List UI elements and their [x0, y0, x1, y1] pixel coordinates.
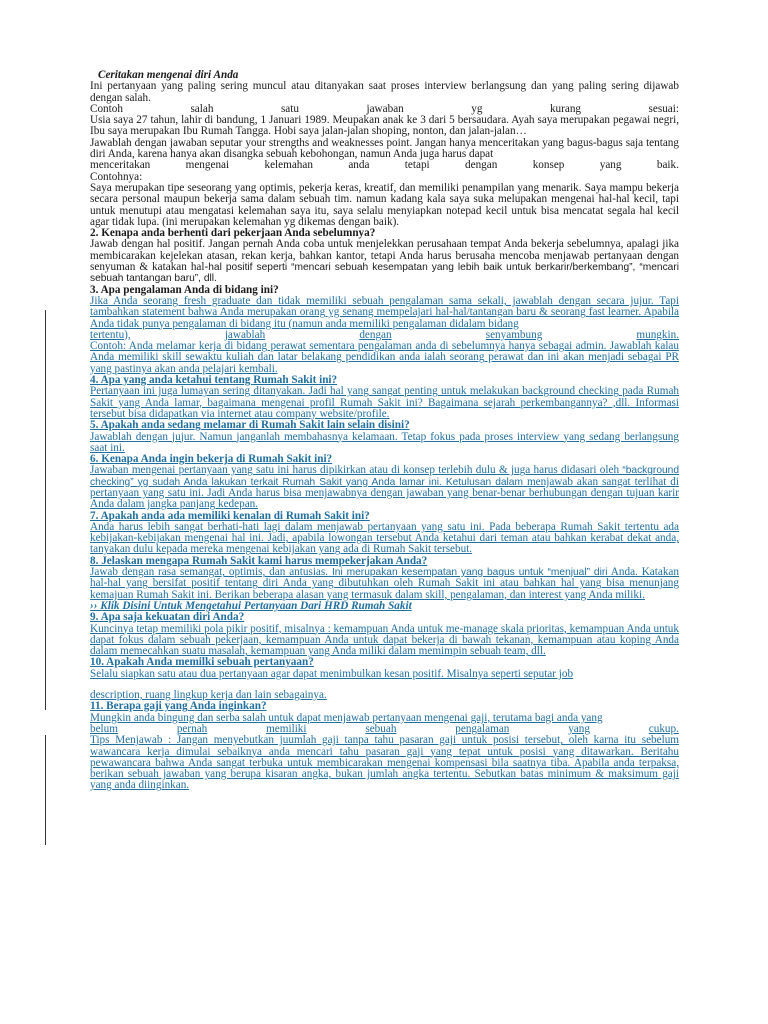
section-3-heading: 3. Apa pengalaman Anda di bidang ini? [90, 283, 279, 296]
justified-word: salah [190, 102, 214, 115]
justified-word: baik. [656, 159, 679, 172]
justified-word: sebuah [365, 722, 397, 735]
justified-word: jawablah [224, 328, 266, 341]
section-4-body[interactable]: Pertanyaan ini juga lumayan sering ditanyakan. Jadi hal yang sangat penting untuk melakukan background checking pada Rumah Sakit yang Anda lamar, bagaimana mengenai profil Rumah Sakit ini? Bagaimana sejarah perkembangannya? ,dll. Informasi tersebut bisa didapatkan via internet atau company website/profile. [90, 385, 679, 420]
section-1-intro: Ini pertanyaan yang paling sering muncul atau ditanyakan saat proses interview berlangsung dan yang paling sering dijawab dengan salah. [90, 80, 679, 104]
justified-word: mungkin. [636, 328, 679, 341]
justified-word: yg [471, 102, 483, 115]
justified-word: kelemahan [264, 159, 313, 172]
section-6-body-b: menjawab akan sangat terlihat di pertanyaan yang satu ini. Jadi Anda harus bisa menjawabnya dengan jawaban yang benar-benar berhubungan dengan tujuan karir Anda dalam jangka panjang kedepan. [90, 475, 679, 511]
section-2-body-text: Jawab dengan hal positif. Jangan pernah Anda coba untuk menjelekkan perusahaan tempat Anda bekerja sebelumnya, apalagi jika membicarakan kejelekan atasan, rekan kerja, bahkan kantor, tetapi Anda harus berusaha mencoba menjawab pertanyaan dengan senyuman & katakan hal- [90, 238, 679, 274]
section-8-body[interactable] [90, 567, 679, 601]
section-9-heading[interactable]: 9. Apa saja kekuatan diri Anda? [90, 611, 245, 624]
hrd-questions-link[interactable]: ›› Klik Disini Untuk Mengetahui Pertanyaan Dari HRD Rumah Sakit [90, 599, 412, 612]
justified-word: belum [90, 722, 118, 735]
section-2-body [90, 239, 679, 284]
justified-word: kurang [549, 102, 582, 115]
justified-word: senyambung [485, 328, 543, 341]
justified-word: menceritakan [90, 159, 151, 172]
section-3-example[interactable]: Contoh: Anda melamar kerja di bidang perawat sementara pengalaman anda di sebelumnya hanya sebagai admin. Jawablah kalau Anda memiliki skill sewaktu kuliah dan latar belakang pendidikan anda ialah seorang perawat dan ini akan menjadi sebagai PR yang pastinya akan anda pelajari kembali. [90, 340, 679, 375]
justified-word: mengenai [185, 159, 230, 172]
document-page [90, 70, 679, 792]
section-1-title: Ceritakan mengenai diri Anda [98, 69, 239, 81]
section-5-heading[interactable]: 5. Apakah anda sedang melamar di Rumah Sakit lain selain disini? [90, 419, 410, 432]
section-1-wrong-answer: Usia saya 27 tahun, lahir di bandung, 1 Januari 1989. Meupakan anak ke 3 dari 5 bersaudara. Ayah saya merupakan pegawai negri, Ibu saya merupakan Ibu Rumah Tangga. Hobi saya jalan-jalan shoping, nonton, dan jalan-jalan… [90, 114, 679, 138]
section-8-heading[interactable]: 8. Jelaskan mengapa Rumah Sakit kami harus mempekerjakan Anda? [90, 554, 428, 567]
justified-word: jawaban [366, 102, 404, 115]
section-6-body[interactable] [90, 465, 679, 510]
section-1-advice: Jawablah dengan jawaban seputar your strengths and weaknesses point. Jangan hanya menceritakan yang bagus-bagus saja tentang diri Anda, karena hanya akan disangka sebuah kebohongan, namun Anda juga harus dapat [90, 136, 679, 161]
justified-word: konsep [532, 159, 565, 172]
section-6-heading[interactable]: 6. Kenapa Anda ingin bekerja di Rumah Sakit ini? [90, 453, 333, 466]
section-10-body-b[interactable]: description, ruang lingkup kerja dan lain sebagainya. [90, 689, 327, 702]
justified-word: tertentu), [90, 328, 131, 341]
left-margin-rule-bottom [45, 735, 46, 845]
justified-word: satu [280, 102, 299, 115]
justified-word: Contoh [90, 102, 123, 115]
justified-word: anda [348, 159, 370, 172]
justified-word: cukup. [648, 722, 679, 735]
section-4-heading[interactable]: 4. Apa yang anda ketahui tentang Rumah Sakit ini? [90, 374, 338, 387]
justified-word: dengan [465, 159, 498, 172]
section-2-heading: 2. Kenapa anda berhenti dari pekerjaan Anda sebelumnya? [90, 227, 376, 240]
justified-word: pengalaman [455, 722, 510, 735]
section-8-body-b: Anda. Katakan hal-hal yang bersifat positif tentang diri Anda yang dibutuhkan oleh Rumah Sakit ini atau bahkan hal yang bisa menunjang kemajuan Rumah Sakit ini. Berikan beberapa alasan yang termasuk dalam skill, pengalaman, dan interest yang Anda miliki. [90, 566, 679, 601]
section-3-body[interactable]: Jika Anda seorang fresh graduate dan tidak memiliki sebuah pengalaman sama sekali, jawablah dengan secara jujur. Tapi tambahkan statement bahwa Anda merupakan orang yg senang mempelajari hal-hal/tantangan baru & seorang fast learner. Apabila Anda tidak punya pengalaman di bidang itu (namun anda memiliki pengalaman didalam bidang [90, 294, 679, 330]
section-5-body[interactable]: Jawablah dengan jujur. Namun janganlah membahasnya kelamaan. Tetap fokus pada proses interview yang sedang berlangsung saat ini. [90, 430, 679, 454]
section-9-body[interactable]: Kuncinya tetap memiliki pola pikir positif, misalnya : kemampuan Anda untuk me-manage skala prioritas, kemampuan Anda untuk dapat fokus dalam sebuah pekerjaan, kemampuan Anda untuk dapat bekerja di bawah tekanan, kemampuan atau koping Anda dalam memecahkan suatu masalah, kemampuan yang Anda miliki dalam memimpin sebuah team, dll. [90, 622, 679, 658]
section-6-body-a: Jawaban mengenai pertanyaan yang satu ini harus dipikirkan atau di konsep terlebih dulu & juga harus didasari oleh [90, 464, 620, 477]
section-11-body-b[interactable]: Tips Menjawab : Jangan menyebutkan juumlah gaji tanpa tahu pasaran gaji untuk posisi tersebut, oleh karna itu sebelum wawancara kerja dimulai sebaiknya anda mencari tahu pasaran gaji yang tepat untuk posisi yang ditawarkan. Beritahu pewawancara bahwa Anda sangat terbuka untuk membicarakan mengenai kompensasi bila saatnya tiba. Apabila anda terpaksa, berikan sebuah jawaban yang berupa kisaran angka, bukan jumlah angka tertentu. Sebutkan batas minimum & maksimum gaji yang anda diinginkan. [90, 734, 679, 792]
left-margin-rule-top [45, 310, 46, 710]
section-11-heading[interactable]: 11. Berapa gaji yang Anda inginkan? [90, 700, 267, 713]
section-1-example: Saya merupakan tipe seseorang yang optimis, pekerja keras, kreatif, dan memiliki penampilan yang menarik. Saya mampu bekerja secara personal maupun bekerja sama dalam sebuah tim. namun kadang kala saya suka melupakan mengenai hal-hal kecil, tapi untuk menutupi atau mengatasi kelemahan saya itu, saya selalu menyiapkan notepad kecil untuk bisa mencatat segala hal kecil agar tidak lupa. (ini merupakan kelemahan yg dikemas dengan baik). [90, 181, 679, 228]
justified-word: tetapi [404, 159, 430, 172]
justified-word: memiliki [266, 722, 307, 735]
section-2-body-quote: hal positif seperti “mencari sebuah kesempatan yang lebih baik untuk berkarir/berkembang”, “mencari sebuah tantangan baru”, dll. [90, 262, 679, 285]
section-1-example-label: Contohnya: [90, 170, 143, 183]
section-8-body-quote: Ini merupakan kesempatan yang bagus untuk “menjual” diri [331, 567, 608, 579]
section-6-body-quote: “background checking” yg sudah Anda lakukan terkait Rumah Sakit yang Anda lamar ini. Ketulusan dalam [90, 465, 679, 488]
justified-word: pernah [176, 722, 208, 735]
justified-word: yang [599, 159, 622, 172]
justified-word: yang [568, 722, 590, 735]
section-8-body-a: Jawab dengan rasa semangat, optimis, dan antusias. [90, 566, 329, 579]
section-7-body[interactable]: Anda harus lebih sangat berhati-hati lagi dalam menjawab pertanyaan yang satu ini. Pada beberapa Rumah Sakit tertentu ada kebijakan-kebijakan mengenai hal ini. Jadi, apabila lowongan tersebut Anda ketahui dari teman atau bahkan kerabat dekat anda, tanyakan dulu kepada mereka mengenai kebijakan yang ada di Rumah Sakit tersebut. [90, 520, 679, 556]
section-11-body-a[interactable]: Mungkin anda bingung dan serba salah untuk dapat menjawab pertanyaan mengenai gaji, terutama bagi anda yang [90, 711, 603, 724]
section-7-heading[interactable]: 7. Apakah anda ada memiliki kenalan di Rumah Sakit ini? [90, 509, 370, 522]
justified-word: dengan [359, 328, 392, 341]
section-1-advice-line [90, 160, 679, 171]
section-10-body-a[interactable]: Selalu siapkan satu atau dua pertanyaan agar dapat menimbulkan kesan positif. Misalnya seperti seputar job [90, 667, 574, 680]
section-10-heading[interactable]: 10. Apakah Anda memilki sebuah pertanyaan? [90, 656, 314, 669]
justified-word: sesuai: [648, 102, 679, 115]
